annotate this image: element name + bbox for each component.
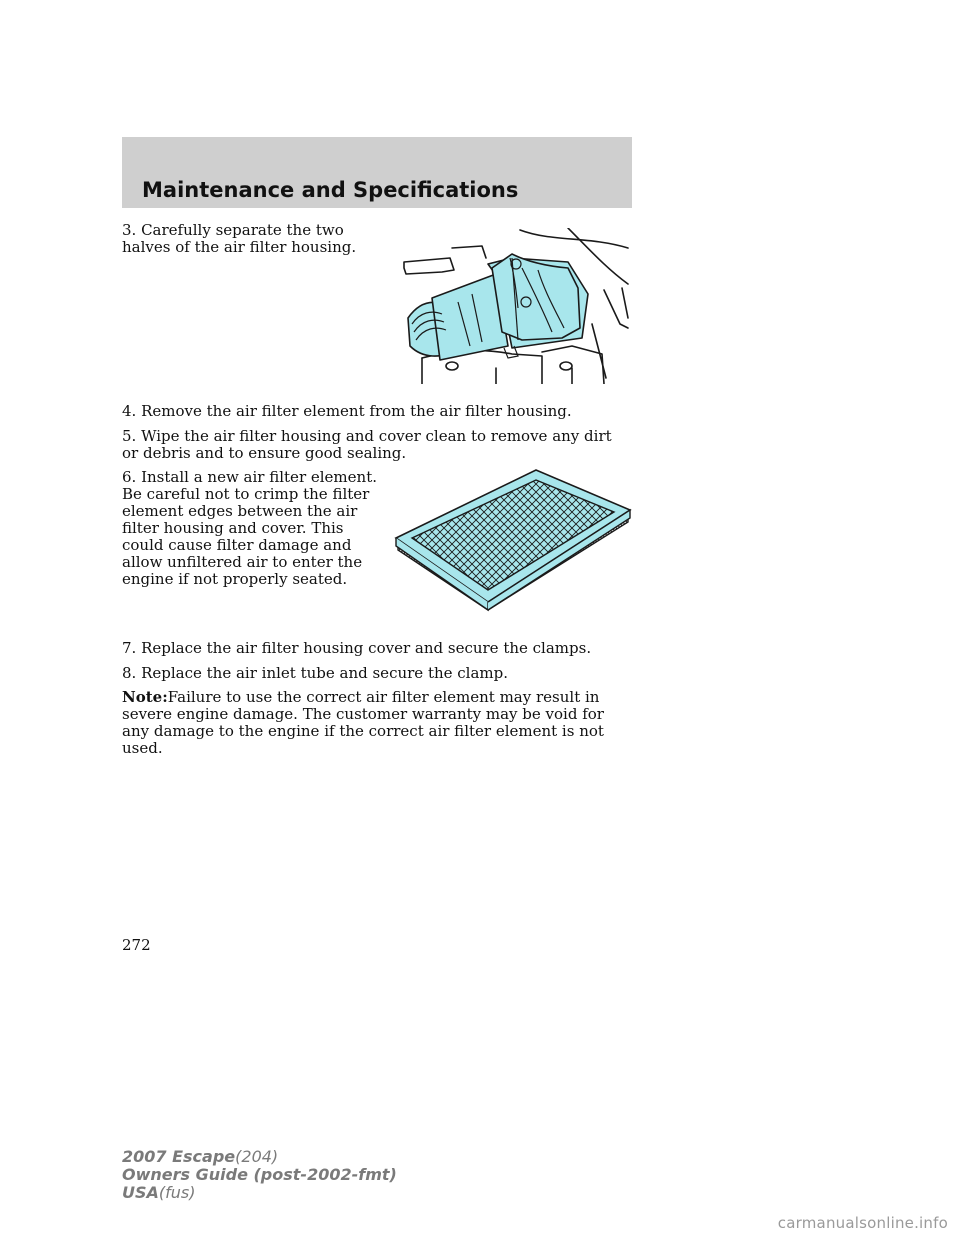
section-header-band <box>122 137 632 208</box>
step-8-text: 8. Replace the air inlet tube and secure the clamp. <box>122 664 509 682</box>
air-filter-housing-illustration <box>392 228 632 384</box>
note-label: Note: <box>122 688 168 706</box>
footer-guide: Owners Guide (post-2002-fmt) <box>122 1165 397 1184</box>
page-number: 272 <box>122 936 151 954</box>
section-title: Maintenance and Specifications <box>142 178 519 202</box>
watermark: carmanualsonline.info <box>777 1214 948 1232</box>
note-text: Failure to use the correct air filter element may result in severe engine damage. The customer warranty may be void for any damage to the engine if the correct air filter element is not used. <box>122 688 604 757</box>
step-4-text: 4. Remove the air filter element from the air filter housing. <box>122 402 572 420</box>
step-3-text: 3. Carefully separate the two halves of the air filter housing. <box>122 221 357 256</box>
step-5-text: 5. Wipe the air filter housing and cover clean to remove any dirt or debris and to ensure good sealing. <box>122 427 612 462</box>
footer-model-code: (204) <box>235 1147 279 1166</box>
footer-line-1 <box>122 1148 397 1166</box>
document-footer <box>122 1148 397 1202</box>
footer-market: USA <box>122 1183 159 1202</box>
note-paragraph <box>122 689 622 757</box>
step-7-text: 7. Replace the air filter housing cover and secure the clamps. <box>122 639 592 657</box>
footer-market-code: (fus) <box>158 1183 196 1202</box>
footer-line-3 <box>122 1184 397 1202</box>
footer-model: 2007 Escape <box>122 1147 236 1166</box>
air-filter-element-illustration <box>392 468 632 612</box>
step-6-text: 6. Install a new air filter element. Be careful not to crimp the filter element edges between the air filter housing and cover. This could cause filter damage and allow unfiltered air to enter the engine if not properly seated. <box>122 468 377 588</box>
